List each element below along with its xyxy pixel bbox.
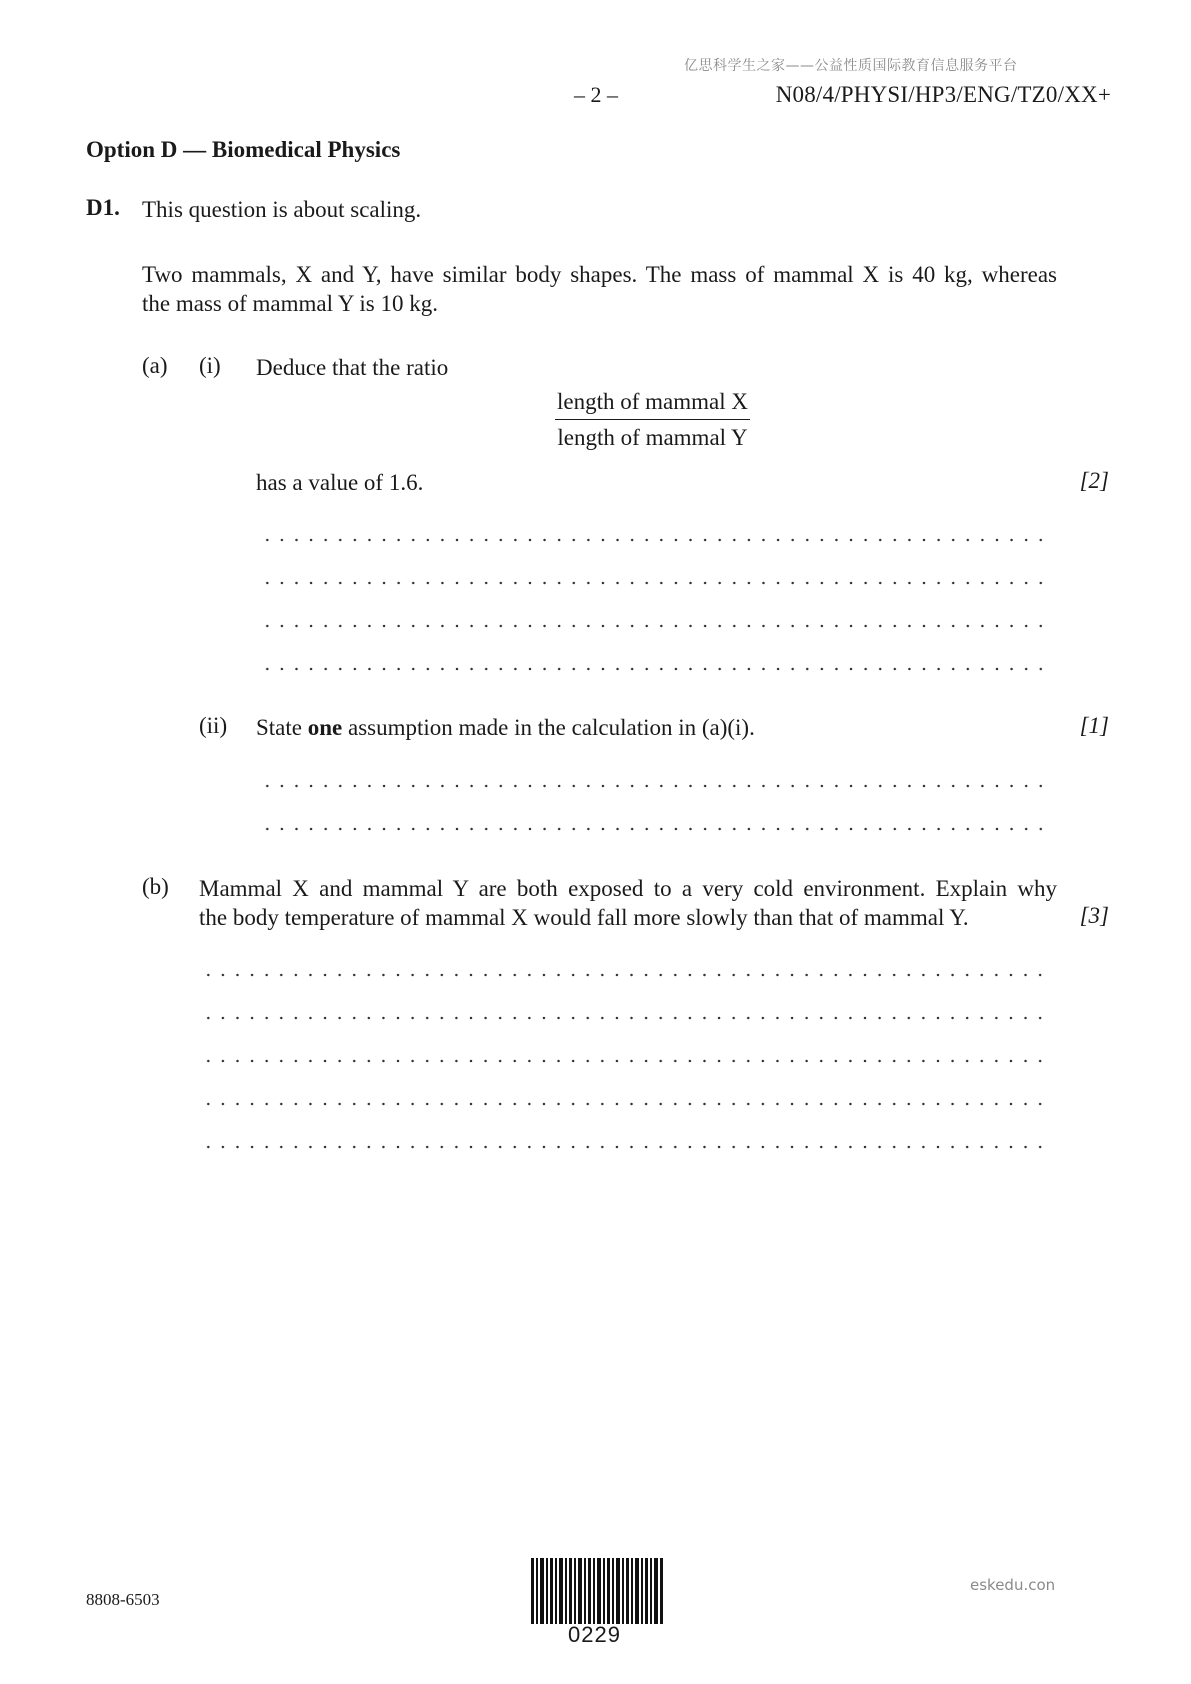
part-a-ii-text	[256, 713, 755, 742]
part-b-line-2: the body temperature of mammal X would fall more slowly than that of mammal Y.	[199, 905, 969, 930]
part-b-label: (b)	[142, 874, 169, 899]
footer-brand: eskedu.con	[970, 1576, 1056, 1594]
part-a-label: (a)	[142, 353, 168, 378]
barcode-number: 0229	[568, 1622, 621, 1647]
barcode-icon	[531, 1558, 664, 1624]
part-b-line-1: Mammal X and mammal Y are both exposed to a very cold environment. Explain why	[199, 876, 1057, 901]
part-a-i-label: (i)	[199, 353, 221, 378]
option-title: Option D — Biomedical Physics	[86, 137, 401, 162]
header-watermark: 亿思科学生之家——公益性质国际教育信息服务平台	[684, 58, 1018, 74]
answer-line[interactable]	[201, 1016, 1050, 1020]
footer-code: 8808-6503	[86, 1590, 160, 1609]
part-a-i-text: Deduce that the ratio	[256, 355, 449, 380]
question-stem-line-2: the mass of mammal Y is 10 kg.	[142, 291, 438, 316]
page-number: – 2 –	[574, 82, 618, 107]
fraction-denominator: length of mammal Y	[557, 425, 748, 450]
part-a-i-text-after: has a value of 1.6.	[256, 470, 424, 495]
answer-line[interactable]	[201, 1102, 1050, 1106]
question-intro: This question is about scaling.	[142, 197, 422, 222]
part-b-text	[199, 874, 1057, 932]
exam-code: N08/4/PHYSI/HP3/ENG/TZ0/XX+	[775, 82, 1111, 107]
question-number: D1.	[86, 195, 120, 220]
answer-line[interactable]	[260, 538, 1050, 542]
answer-line[interactable]	[260, 624, 1050, 628]
answer-line[interactable]	[201, 1059, 1050, 1063]
part-a-ii-text-after: assumption made in the calculation in (a)(i).	[342, 715, 755, 740]
fraction-numerator: length of mammal X	[555, 388, 750, 420]
part-a-ii-text-bold: one	[307, 715, 343, 740]
part-b-marks: [3]	[1079, 903, 1109, 928]
question-stem-line-1: Two mammals, X and Y, have similar body shapes. The mass of mammal X is 40 kg, whereas	[142, 262, 1057, 287]
answer-line[interactable]	[260, 784, 1050, 788]
answer-line[interactable]	[201, 1145, 1050, 1149]
answer-line[interactable]	[201, 973, 1050, 977]
part-a-ii-text-before: State	[256, 715, 308, 740]
part-a-i-marks: [2]	[1079, 468, 1109, 493]
answer-line[interactable]	[260, 827, 1050, 831]
ratio-fraction	[555, 388, 750, 452]
answer-line[interactable]	[260, 667, 1050, 671]
part-a-ii-label: (ii)	[199, 713, 228, 738]
question-stem	[142, 260, 1057, 318]
answer-line[interactable]	[260, 581, 1050, 585]
part-a-ii-marks: [1]	[1079, 713, 1109, 738]
